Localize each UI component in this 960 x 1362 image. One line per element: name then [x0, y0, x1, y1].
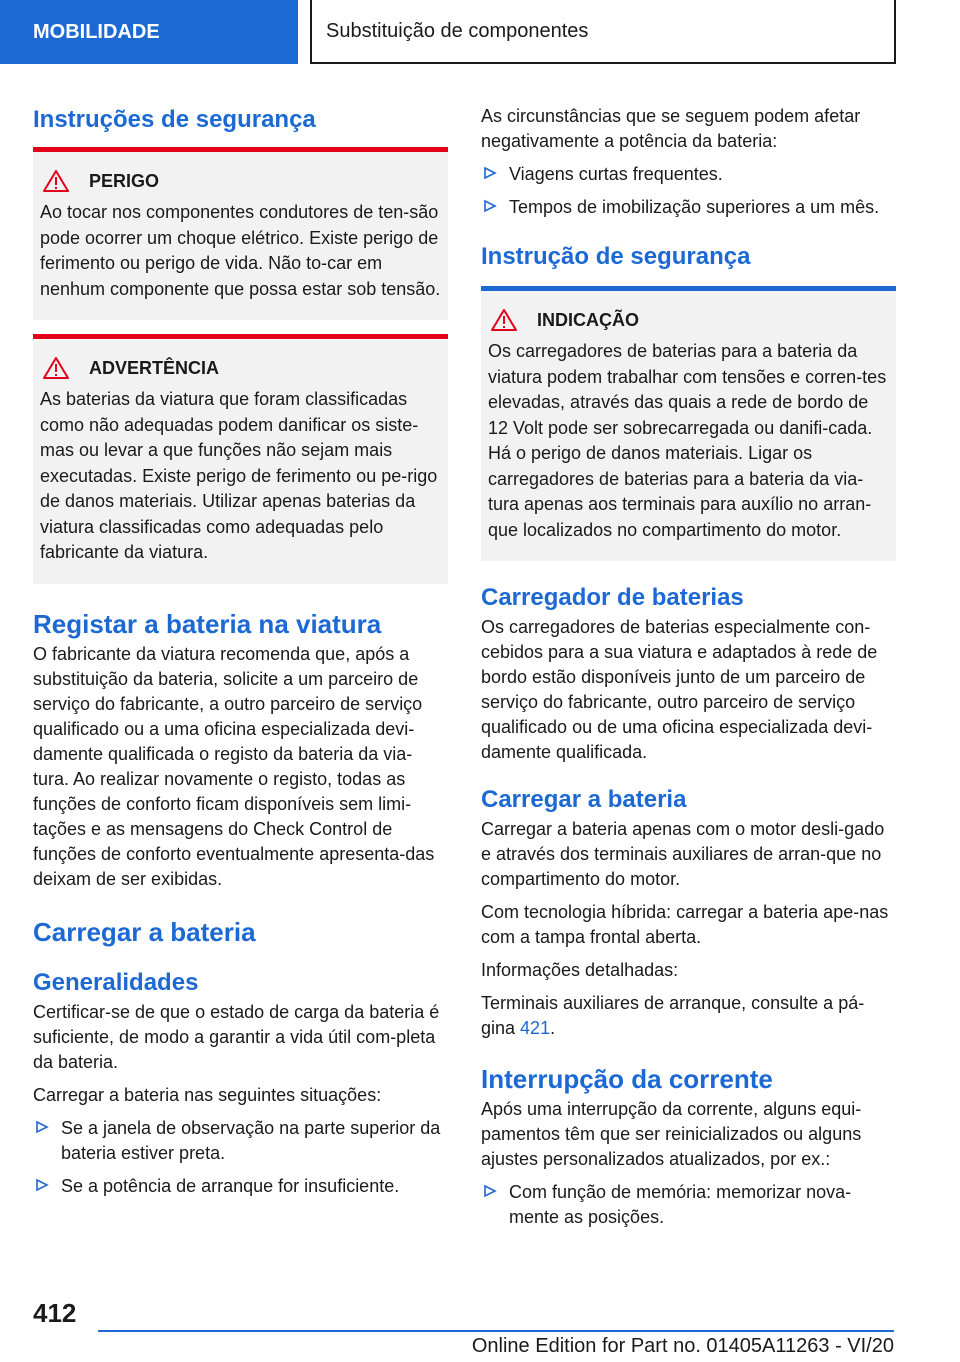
list-item-text: Com função de memória: memorizar nova-mente as posições. — [509, 1182, 852, 1227]
bullet-triangle-icon — [483, 199, 497, 213]
section-label: MOBILIDADE — [33, 20, 160, 43]
safety-heading: Instruções de segurança — [33, 106, 316, 133]
note-box — [481, 286, 896, 561]
general-heading: Generalidades — [33, 968, 199, 996]
list-item — [481, 162, 896, 187]
list-item — [33, 1116, 448, 1166]
details-label: Informações detalhadas: — [481, 960, 679, 980]
footer-divider — [98, 1330, 894, 1332]
circumstances-list — [481, 162, 896, 220]
list-item-text: Viagens curtas frequentes. — [509, 164, 723, 184]
safety-heading-right: Instrução de segurança — [481, 243, 751, 270]
charger-text: Os carregadores de baterias especialmente con-cebidos para a sua viatura e adaptados à rede de bordo estão disponíveis junto de um parceiro de serviço do fabricante, outro parceiro de serviço qualificado ou de uma oficina especializada devi-damente qualificada. — [481, 617, 878, 762]
bullet-triangle-icon — [483, 1184, 497, 1198]
charge-heading: Carregar a bateria — [33, 916, 256, 947]
warning-triangle-icon — [43, 170, 69, 192]
interrupt-text: Após uma interrupção da corrente, alguns equi-pamentos têm que ser reinicializados ou alguns ajustes personalizados atualizados, por ex.: — [481, 1099, 862, 1169]
general-text: Certificar-se de que o estado de carga da bateria é suficiente, de modo a garantir a vida útil com-pleta da bateria. — [33, 1001, 440, 1072]
list-item — [481, 195, 896, 220]
warning-triangle-icon — [491, 309, 517, 331]
warning-label: ADVERTÊNCIA — [89, 357, 220, 378]
bullet-triangle-icon — [483, 166, 497, 180]
details-text-body: Terminais auxiliares de arranque, consulte a pá-gina — [481, 993, 865, 1038]
situations-intro: Carregar a bateria nas seguintes situações: — [33, 1084, 382, 1105]
circumstances-intro: As circunstâncias que se seguem podem afetar negativamente a potência da bateria: — [481, 106, 861, 151]
interrupt-heading: Interrupção da corrente — [481, 1064, 773, 1094]
chapter-title — [312, 0, 896, 64]
list-item — [33, 1174, 448, 1199]
bullet-triangle-icon — [35, 1178, 49, 1192]
warning-box-title — [43, 355, 441, 381]
page-number: 412 — [33, 1298, 77, 1328]
warning-triangle-icon — [43, 357, 69, 379]
register-heading: Registar a bateria na viatura — [33, 608, 382, 639]
list-item-text: Tempos de imobilização superiores a um mês. — [509, 197, 880, 217]
note-text: Os carregadores de baterias para a bateria da viatura podem trabalhar com tensões e corren-tes elevadas, através das quais a rede de bordo de 12 Volt pode ser sobrecarregada ou danifi-cada. Há o perigo de danos materiais. Ligar os carregadores de baterias para a bateria da via-tura apenas aos terminais para auxílio no arran-que localizados no compartimento do motor. — [488, 341, 887, 540]
warning-box — [33, 334, 448, 584]
note-box-title — [491, 307, 889, 333]
charge-text-2: Com tecnologia híbrida: carregar a bateria ape-nas com a tampa frontal aberta. — [481, 902, 889, 947]
details-text — [481, 991, 896, 1041]
list-item — [481, 1180, 896, 1230]
edition-note: Online Edition for Part no. 01405A11263 - VI/20 — [471, 1335, 894, 1357]
situations-list — [33, 1116, 448, 1199]
page-reference-link[interactable]: 421 — [520, 1018, 551, 1038]
danger-text: Ao tocar nos componentes condutores de ten-são pode ocorrer um choque elétrico. Existe perigo de ferimento ou perigo de vida. Não to-car em nenhum componente que possa estar sob tensão. — [40, 202, 441, 299]
danger-label: PERIGO — [89, 170, 160, 191]
list-item-text: Se a potência de arranque for insuficiente. — [61, 1175, 400, 1196]
interrupt-list — [481, 1180, 896, 1230]
register-text: O fabricante da viatura recomenda que, após a substituição da bateria, solicite a um parceiro de serviço do fabricante, a outro parceiro de serviço qualificado ou a uma oficina especializada devi-damente qualificada o registo da bateria da via-tura. Ao realizar novamente o registo, todas as funções de conforto ficam disponíveis sem limi-tações e as mensagens do Check Control de funções de conforto eventualmente apresenta-das deixam de ser exibidas. — [33, 643, 435, 889]
charger-heading: Carregador de baterias — [481, 584, 744, 611]
charge-text-1: Carregar a bateria apenas com o motor desli-gado e através dos terminais auxiliares de arran-que no compartimento do motor. — [481, 819, 885, 889]
section-tab — [0, 0, 298, 64]
charge-heading-right: Carregar a bateria — [481, 786, 687, 813]
list-item-text: Se a janela de observação na parte superior da bateria estiver preta. — [61, 1117, 441, 1163]
bullet-triangle-icon — [35, 1120, 49, 1134]
details-period: . — [550, 1018, 556, 1038]
note-label: INDICAÇÃO — [537, 309, 639, 330]
danger-box — [33, 147, 448, 320]
warning-text: As baterias da viatura que foram classificadas como não adequadas podem danificar os siste-mas ou levar a que funções não sejam mais executadas. Existe perigo de ferimento ou pe-rigo de danos materiais. Utilizar apenas baterias da viatura classificadas como adequadas pelo fabricante da viatura. — [40, 389, 438, 562]
danger-box-title — [43, 168, 441, 194]
right-column — [481, 104, 896, 1230]
chapter-label: Substituição de componentes — [326, 19, 589, 42]
left-column — [33, 100, 448, 1199]
